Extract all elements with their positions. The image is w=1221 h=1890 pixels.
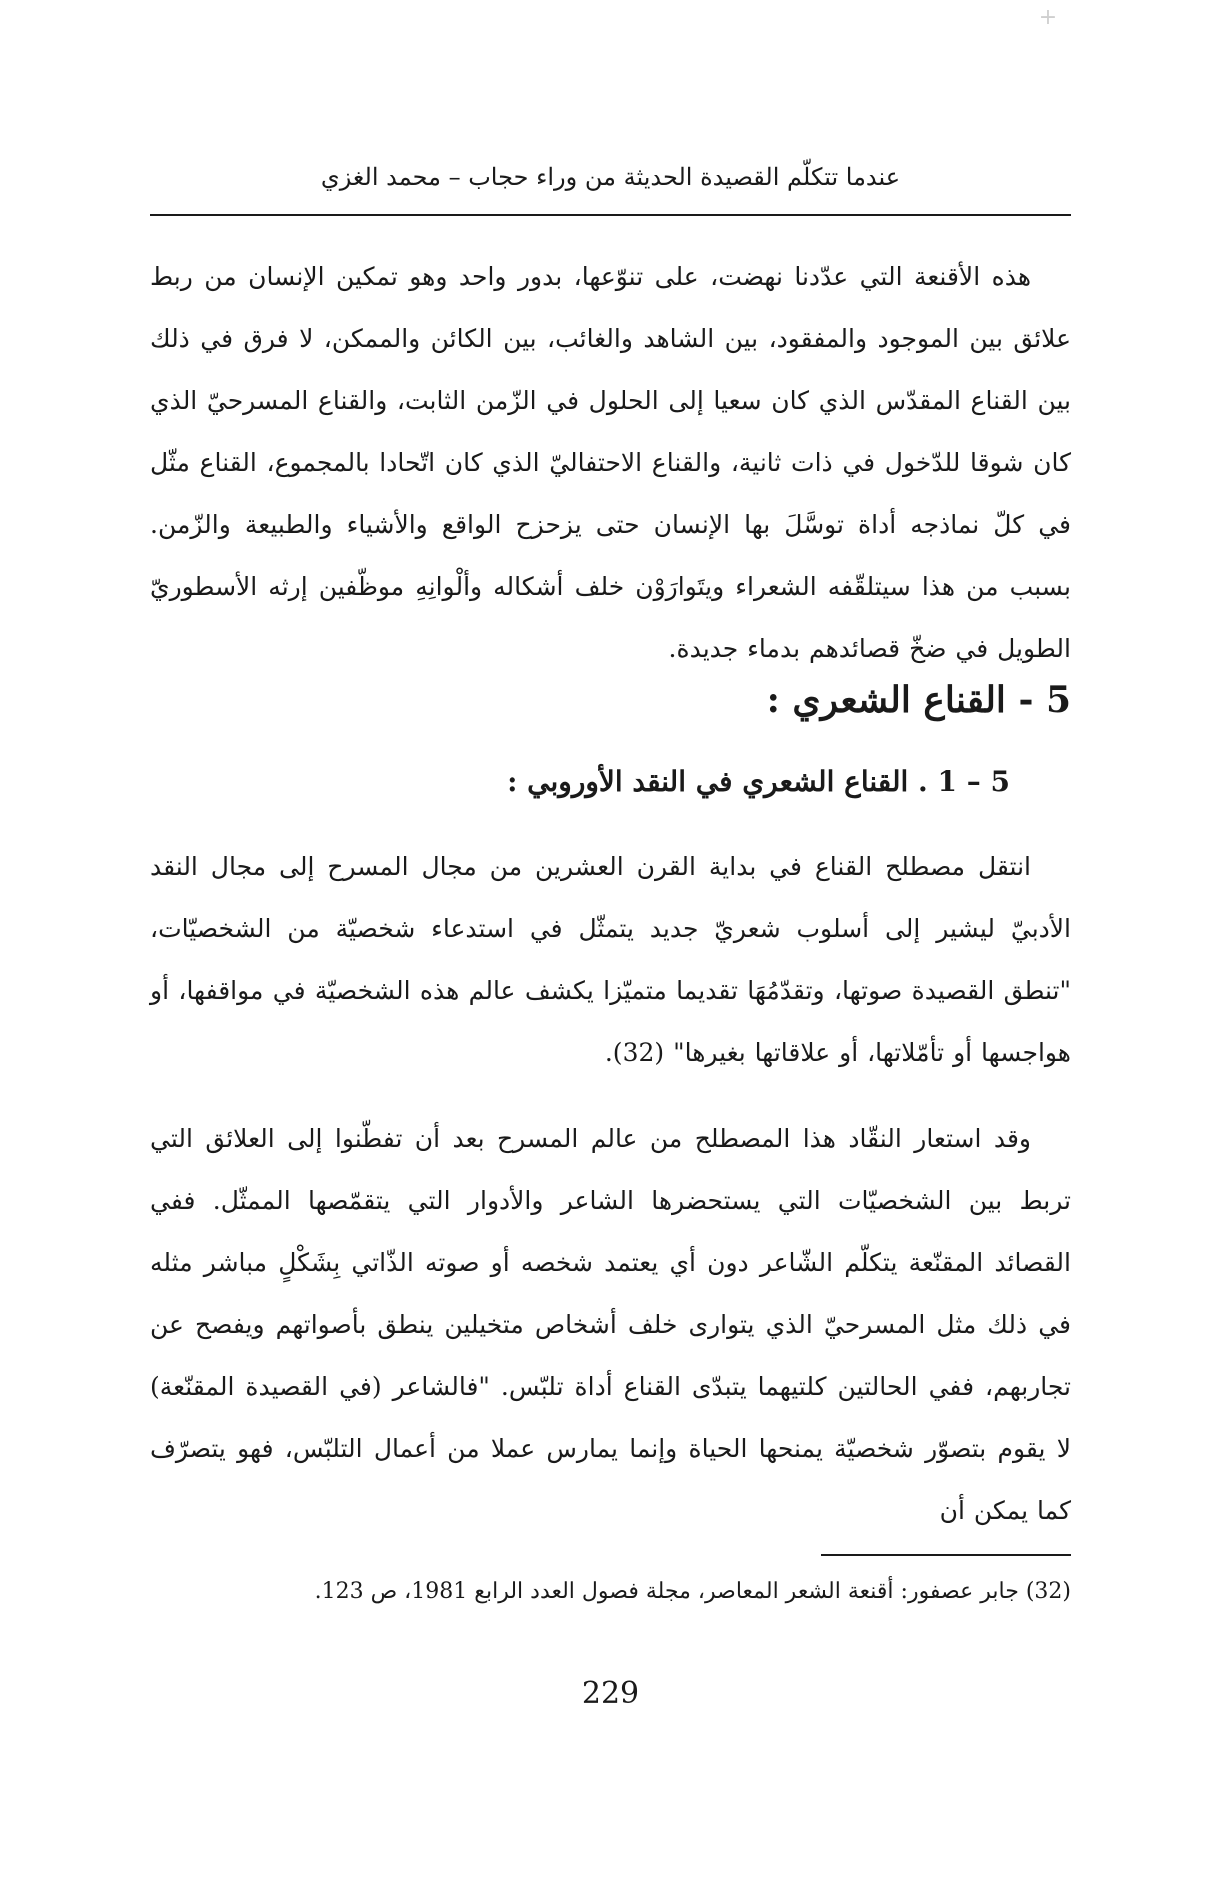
paragraph-3-block: [150, 1108, 1071, 1542]
subsection-heading: 5 – 1 . القناع الشعري في النقد الأوروبي :: [507, 765, 1010, 798]
registration-mark: +: [1038, 5, 1058, 30]
footnote: (32) جابر عصفور: أقنعة الشعر المعاصر، مجلة فصول العدد الرابع 1981، ص 123.: [314, 1579, 1071, 1604]
paragraph-1-block: [150, 246, 1071, 680]
section-heading: 5 - القناع الشعري :: [766, 679, 1071, 721]
page-number: 229: [581, 1676, 640, 1711]
paragraph-3: وقد استعار النقّاد هذا المصطلح من عالم المسرح بعد أن تفطّنوا إلى العلائق التي تربط بين الشخصيّات التي يستحضرها الشاعر والأدوار التي يتقمّصها الممثّل. ففي القصائد المقنّعة يتكلّم الشّاعر دون أي يعتمد شخصه أو صوته الذّاتي بِشَكْلٍ مباشر مثله في ذلك مثل المسرحيّ الذي يتوارى خلف أشخاص متخيلين ينطق بأصواتهم ويفصح عن تجاربهم، ففي الحالتين كلتيهما يتبدّى القناع أداة تلبّس. "فالشاعر (في القصيدة المقنّعة) لا يقوم بتصوّر شخصيّة يمنحها الحياة وإنما يمارس عملا من أعمال التلبّس، فهو يتصرّف كما يمكن أن: [150, 1124, 1071, 1525]
paragraph-1: هذه الأقنعة التي عدّدنا نهضت، على تنوّعها، بدور واحد وهو تمكين الإنسان من ربط علائق بين الموجود والمفقود، بين الشاهد والغائب، بين الكائن والممكن، لا فرق في ذلك بين القناع المقدّس الذي كان سعيا إلى الحلول في الزّمن الثابت، والقناع المسرحيّ الذي كان شوقا للدّخول في ذات ثانية، والقناع الاحتفاليّ الذي كان اتّحادا بالمجموع، القناع مثّل في كلّ نماذجه أداة توسَّلَ بها الإنسان حتى يزحزح الواقع والأشياء والطبيعة والزّمن. بسبب من هذا سيتلقّفه الشعراء ويتَوارَوْن خلف أشكاله وألْوانِهِ موظّفين إرثه الأسطوريّ الطويل في ضخّ قصائدهم بدماء جديدة.: [150, 262, 1071, 663]
running-header: عندما تتكلّم القصيدة الحديثة من وراء حجاب – محمد الغزي: [320, 163, 901, 191]
header-divider: [150, 214, 1071, 216]
footnote-divider: [821, 1554, 1071, 1556]
paragraph-2-block: [150, 836, 1071, 1084]
paragraph-2: انتقل مصطلح القناع في بداية القرن العشرين من مجال المسرح إلى مجال النقد الأدبيّ ليشير إلى أسلوب شعريّ جديد يتمثّل في استدعاء شخصيّة من الشخصيّات، "تنطق القصيدة صوتها، وتقدّمُهَا تقديما متميّزا يكشف عالم هذه الشخصيّة في مواقفها، أو هواجسها أو تأمّلاتها، أو علاقاتها بغيرها" (32).: [150, 852, 1071, 1067]
